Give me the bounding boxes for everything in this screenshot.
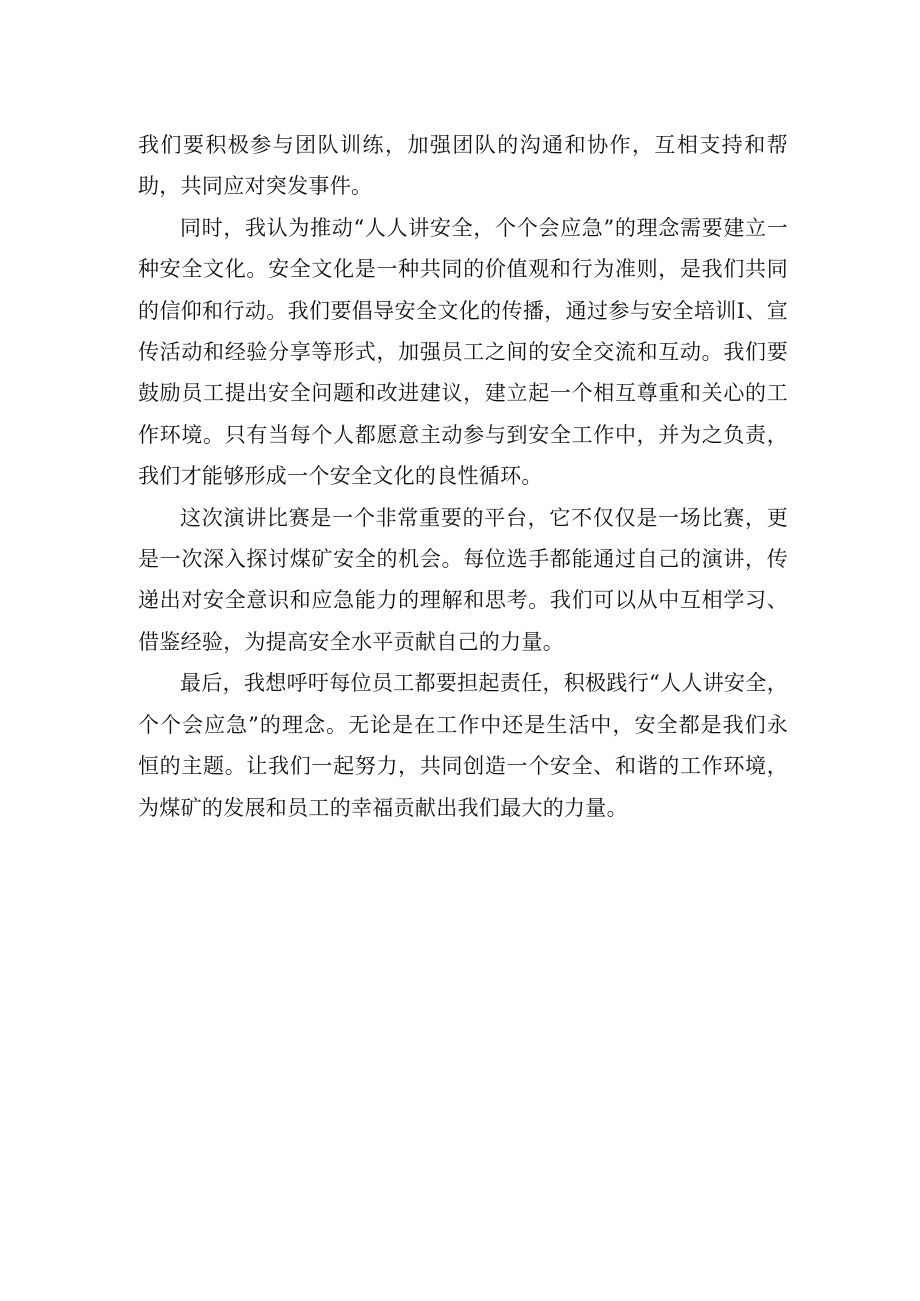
paragraph-3: 这次演讲比赛是一个非常重要的平台，它不仅仅是一场比赛，更是一次深入探讨煤矿安全的机会。每位选手都能通过自己的演讲，传递出对安全意识和应急能力的理解和思考。我们可以从中互相学习、借鉴经验，为提高安全水平贡献自己的力量。 <box>138 505 788 654</box>
paragraph-1: 我们要积极参与团队训练，加强团队的沟通和协作，互相支持和帮助，共同应对突发事件。 <box>138 133 788 199</box>
paragraph-4: 最后，我想呼吁每位员工都要担起责任，积极践行“人人讲安全，个个会应急”的理念。无论是在工作中还是生活中，安全都是我们永恒的主题。让我们一起努力，共同创造一个安全、和谐的工作环境，为煤矿的发展和员工的幸福贡献出我们最大的力量。 <box>138 671 788 820</box>
paragraph-2: 同时，我认为推动“人人讲安全，个个会应急”的理念需要建立一种安全文化。安全文化是一种共同的价值观和行为准则，是我们共同的信仰和行动。我们要倡导安全文化的传播，通过参与安全培训Ⅰ、宣传活动和经验分享等形式，加强员工之间的安全交流和互动。我们要鼓励员工提出安全问题和改进建议，建立起一个相互尊重和关心的工作环境。只有当每个人都愿意主动参与到安全工作中，并为之负责，我们才能够形成一个安全文化的良性循环。 <box>138 215 788 489</box>
document-body <box>138 125 788 829</box>
